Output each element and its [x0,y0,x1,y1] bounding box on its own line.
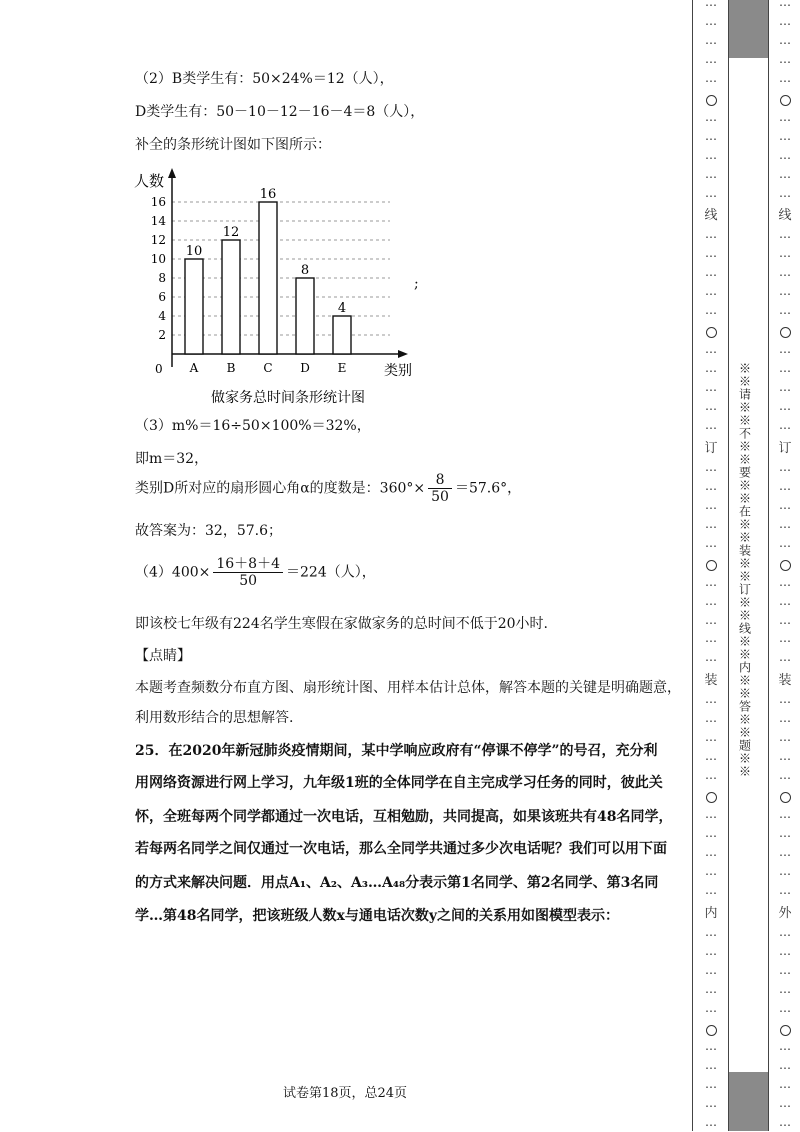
data-label-B: 12 [222,225,240,240]
binding-dots: ⋯ [779,577,791,592]
binding-gray-block-bottom [728,1072,768,1131]
binding-dots: ⋯ [779,402,791,417]
binding-dots: ⋯ [779,810,791,825]
binding-dots: ⋯ [779,714,791,729]
binding-warning-text: ※※请※※不※※要※※在※※装※※订※※线※※内※※答※※题※※ [737,362,752,778]
binding-dots: ⋯ [705,16,717,31]
binding-char: 外 [778,905,792,921]
data-label-A: 10 [185,244,203,259]
binding-border-right [768,0,769,1131]
x-tick-label-A: A [189,361,199,375]
binding-dots: ⋯ [779,420,791,435]
x-tick-label-D: D [300,361,310,375]
binding-dots: ⋯ [705,1099,717,1114]
binding-dots: ⋯ [779,0,791,12]
binding-dots: ⋯ [705,653,717,668]
binding-dots: ⋯ [705,847,717,862]
binding-dots: ⋯ [779,112,791,127]
binding-dots: ⋯ [705,150,717,165]
binding-dots: ⋯ [705,828,717,843]
binding-dots: ⋯ [779,828,791,843]
binding-dots: ⋯ [705,695,717,710]
binding-dots: ⋯ [705,73,717,88]
solution-part2-b: （2）B类学生有：50×24%＝12（人）， [135,71,394,87]
comment-line-2: 利用数形结合的思想解答. [135,710,294,726]
problem-25-line-3: 怀，全班每两个同学都通过一次电话，互相勉励，共同提高，如果该班共有48名同学， [135,809,673,825]
fraction-denominator: 50 [431,489,449,505]
problem-25-line-4: 若每两名同学之间仅通过一次电话，那么全同学共通过多少次电话呢？我们可以用下面 [135,841,667,857]
binding-dots: ⋯ [779,383,791,398]
binding-circle-icon [780,1025,791,1036]
x-tick-label-B: B [226,361,236,375]
binding-circle-icon [780,95,791,106]
binding-dots: ⋯ [779,287,791,302]
y-tick-label: 4 [158,309,166,323]
page-footer: 试卷第18页，总24页 [282,1086,408,1101]
problem-25-line-6: 学…第48名同学，把该班级人数x与通电话次数y之间的关系用如图模型表示： [135,908,619,924]
binding-border-left [692,0,693,1131]
binding-dots: ⋯ [705,752,717,767]
binding-dots: ⋯ [705,169,717,184]
fraction-numerator: 16＋8＋4 [213,556,283,573]
binding-dots: ⋯ [705,420,717,435]
data-label-C: 16 [259,187,277,202]
binding-char: 订 [778,440,792,456]
binding-dots: ⋯ [705,810,717,825]
binding-dots: ⋯ [705,1061,717,1076]
binding-dots: ⋯ [705,1118,717,1132]
bar-chart [128,162,428,412]
y-axis-title: 人数 [134,172,165,190]
binding-dots: ⋯ [705,538,717,553]
x-axis-arrow [398,350,408,358]
binding-dots: ⋯ [705,131,717,146]
data-label-D: 8 [300,263,310,278]
binding-dots: ⋯ [779,268,791,283]
binding-dots: ⋯ [705,1042,717,1057]
chart-intro: 补全的条形统计图如下图所示： [135,137,331,153]
binding-char: 线 [778,208,792,224]
binding-dots: ⋯ [705,345,717,360]
binding-dots: ⋯ [779,615,791,630]
chart-title: 做家务总时间条形统计图 [211,390,365,406]
chart-labels [151,187,347,375]
binding-dots: ⋯ [705,35,717,50]
binding-dots: ⋯ [779,306,791,321]
binding-dots: ⋯ [705,714,717,729]
binding-dots: ⋯ [779,462,791,477]
solution-part3-b: 即m＝32， [135,451,209,467]
binding-dots: ⋯ [705,1003,717,1018]
binding-dots: ⋯ [779,771,791,786]
binding-circle-icon [706,560,717,571]
binding-dots: ⋯ [705,188,717,203]
binding-dots: ⋯ [705,268,717,283]
binding-char: 内 [704,905,718,921]
binding-dots: ⋯ [779,866,791,881]
binding-dots: ⋯ [779,1118,791,1132]
y-tick-label: 14 [150,214,166,228]
bar-A [185,259,203,354]
fraction-8-50 [428,472,452,505]
binding-dots: ⋯ [705,364,717,379]
binding-char: 订 [704,440,718,456]
bar-E [333,316,351,354]
binding-dots: ⋯ [705,230,717,245]
binding-dots: ⋯ [779,885,791,900]
binding-char: 线 [704,208,718,224]
x-axis-title: 类别 [384,363,412,379]
binding-dots: ⋯ [705,596,717,611]
part4-text: （4）400× [135,564,211,581]
binding-dots: ⋯ [705,984,717,999]
binding-dots: ⋯ [779,1080,791,1095]
binding-warning [735,330,755,810]
binding-dots: ⋯ [779,733,791,748]
problem-25-line-5: 的方式来解决问题．用点A₁、A₂、A₃…A₄₈分表示第1名同学、第2名同学、第3名同 [135,875,659,891]
binding-circle-icon [780,327,791,338]
binding-dots: ⋯ [705,383,717,398]
binding-dots: ⋯ [779,984,791,999]
chart-suffix: ; [414,276,419,292]
binding-circle-icon [780,792,791,803]
y-tick-label: 10 [150,252,166,266]
bar-D [296,278,314,354]
problem-25-line-2: 用网络资源进行网上学习，九年级1班的全体同学在自主完成学习任务的同时，彼此关 [135,775,663,791]
binding-dots: ⋯ [779,35,791,50]
binding-dots: ⋯ [779,364,791,379]
bar-B [222,240,240,354]
binding-dots: ⋯ [779,1061,791,1076]
binding-dots: ⋯ [779,131,791,146]
binding-dots: ⋯ [779,169,791,184]
binding-circle-icon [780,560,791,571]
binding-circle-icon [706,1025,717,1036]
binding-dots: ⋯ [779,634,791,649]
binding-dots: ⋯ [705,634,717,649]
binding-dots: ⋯ [705,402,717,417]
binding-dots: ⋯ [779,1099,791,1114]
binding-dots: ⋯ [705,112,717,127]
binding-dots: ⋯ [779,653,791,668]
binding-dots: ⋯ [705,733,717,748]
binding-dots: ⋯ [705,500,717,515]
binding-dots: ⋯ [779,519,791,534]
binding-char: 装 [704,673,718,689]
dianjing-heading: 【点睛】 [135,648,191,664]
fraction-denominator: 50 [239,573,258,589]
solution-part3-a: （3）m%＝16÷50×100%＝32%， [135,418,371,434]
data-label-E: 4 [337,301,347,316]
binding-circle-icon [706,95,717,106]
solution-part3-c [135,472,521,505]
binding-dots: ⋯ [705,965,717,980]
binding-dots: ⋯ [779,538,791,553]
binding-dots: ⋯ [705,885,717,900]
x-tick-label-E: E [337,361,347,375]
binding-dots: ⋯ [779,150,791,165]
y-axis-arrow [168,168,176,178]
binding-dots: ⋯ [705,0,717,12]
y-tick-label: 2 [158,328,166,342]
binding-dots: ⋯ [779,249,791,264]
y-tick-label: 16 [150,195,166,209]
x-tick-label-C: C [263,361,273,375]
binding-dots: ⋯ [779,230,791,245]
binding-dots: ⋯ [779,16,791,31]
solution-part2-d: D类学生有：50－10－12－16－4＝8（人）， [135,104,425,120]
binding-circle-icon [706,792,717,803]
binding-dots: ⋯ [779,965,791,980]
fraction-numerator: 8 [428,472,452,489]
binding-dots: ⋯ [705,927,717,942]
binding-dots: ⋯ [705,1080,717,1095]
binding-dots: ⋯ [779,54,791,69]
conclusion: 即该校七年级有224名学生寒假在家做家务的总时间不低于20小时. [135,616,548,632]
binding-dots: ⋯ [779,752,791,767]
answer-line: 故答案为：32，57.6； [135,523,282,539]
part4-result: ＝224（人）， [286,564,376,581]
binding-dots: ⋯ [705,481,717,496]
y-tick-label: 6 [158,290,166,304]
binding-dots: ⋯ [779,345,791,360]
angle-result: ＝57.6°， [454,480,522,497]
binding-dots: ⋯ [705,249,717,264]
origin-label: 0 [155,362,163,376]
binding-dots: ⋯ [705,462,717,477]
solution-part4 [135,556,376,589]
angle-text: 类别D所对应的扇形圆心角α的度数是：360°× [135,480,426,497]
binding-dots: ⋯ [705,287,717,302]
binding-dots: ⋯ [705,946,717,961]
outer-binding-column [774,0,796,1131]
comment-line-1: 本题考查频数分布直方图、扇形统计图、用样本估计总体，解答本题的关键是明确题意， [135,680,681,696]
problem-25-line-1: 25．在2020年新冠肺炎疫情期间，某中学响应政府有“停课不停学”的号召，充分利 [135,743,658,759]
binding-dots: ⋯ [779,500,791,515]
binding-dots: ⋯ [779,847,791,862]
binding-dots: ⋯ [779,1042,791,1057]
chart-grid [172,202,390,335]
binding-dots: ⋯ [779,927,791,942]
inner-binding-column [700,0,722,1131]
binding-dots: ⋯ [779,73,791,88]
binding-dots: ⋯ [779,596,791,611]
binding-dots: ⋯ [779,188,791,203]
binding-inner-rule [728,0,729,1131]
binding-dots: ⋯ [779,695,791,710]
binding-circle-icon [706,327,717,338]
binding-dots: ⋯ [705,866,717,881]
binding-dots: ⋯ [779,1003,791,1018]
binding-dots: ⋯ [705,519,717,534]
fraction-part4 [213,556,283,589]
binding-dots: ⋯ [779,481,791,496]
y-tick-label: 12 [150,233,166,247]
chart-axes [168,168,408,367]
binding-dots: ⋯ [705,54,717,69]
binding-dots: ⋯ [705,306,717,321]
bar-C [259,202,277,354]
binding-dots: ⋯ [705,615,717,630]
binding-char: 装 [778,673,792,689]
y-tick-label: 8 [158,271,166,285]
binding-dots: ⋯ [779,946,791,961]
binding-gray-block-top [728,0,768,58]
binding-dots: ⋯ [705,577,717,592]
binding-dots: ⋯ [705,771,717,786]
